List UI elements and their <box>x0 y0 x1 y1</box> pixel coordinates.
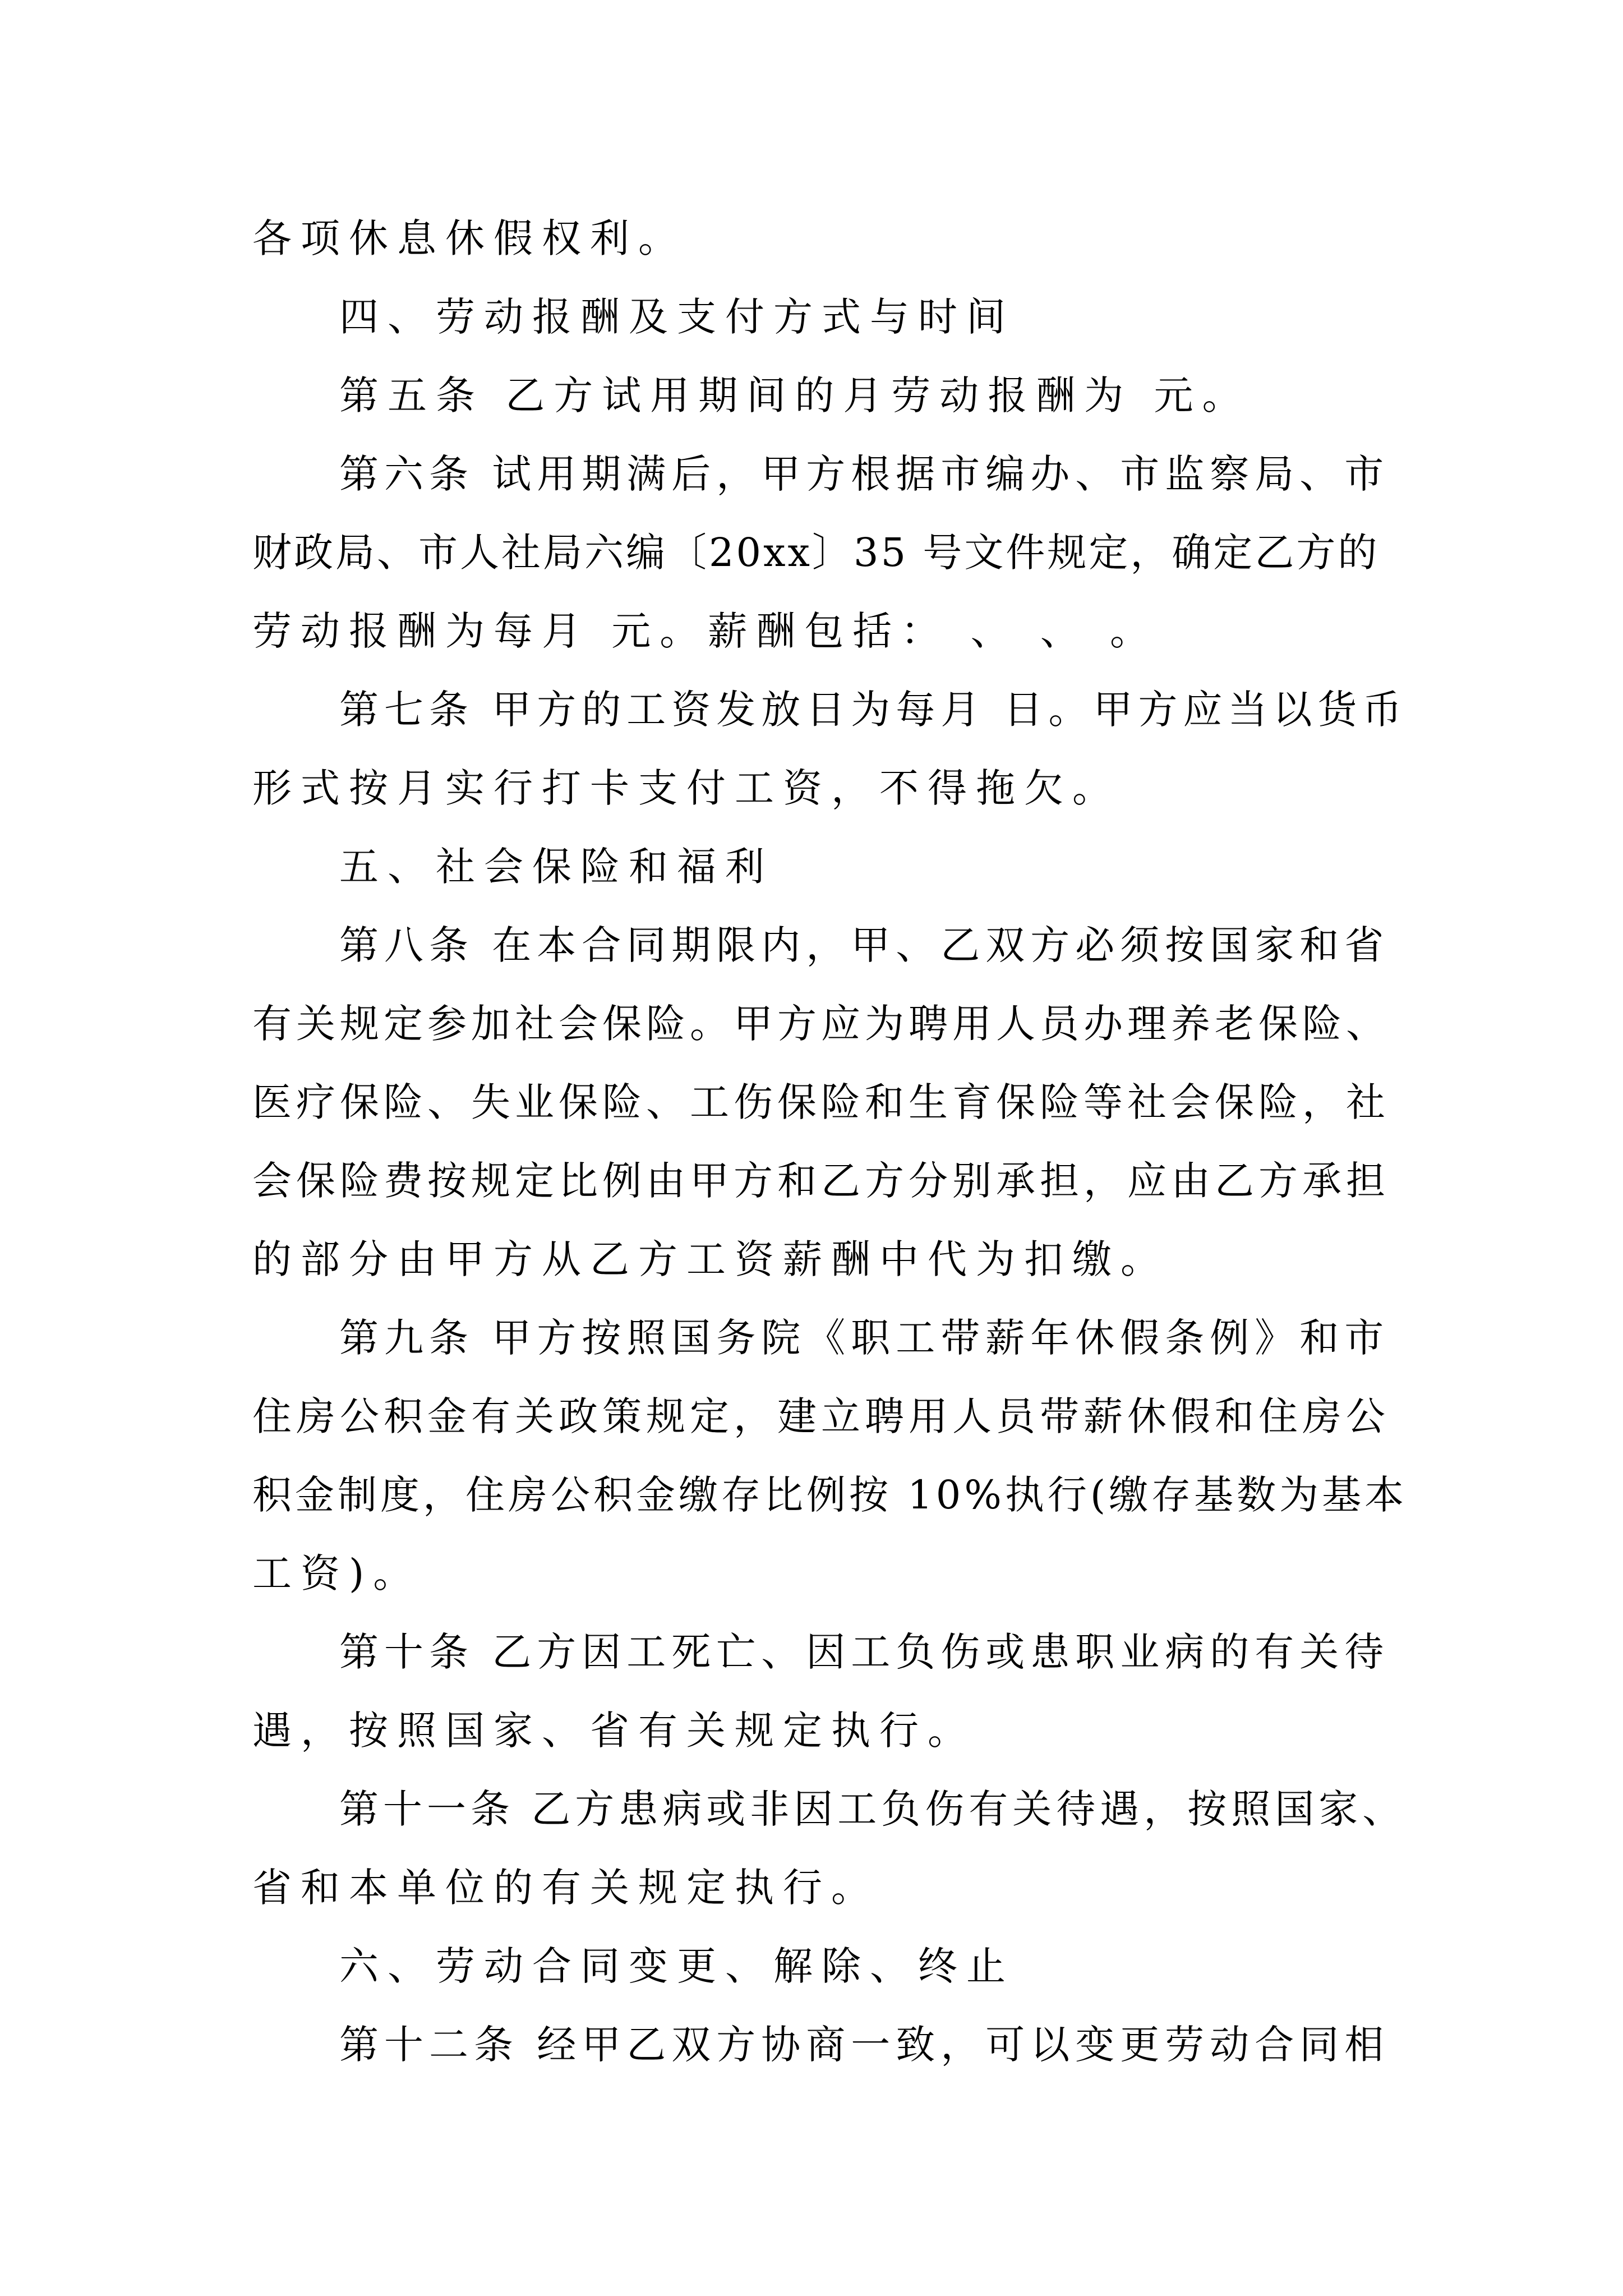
section-heading: 五、社会保险和福利 <box>339 844 773 890</box>
text-line: 医疗保险、失业保险、工伤保险和生育保险等社会保险，社 <box>252 1079 1390 1125</box>
text-line: 工资)。 <box>252 1550 422 1596</box>
text-line: 第十一条 乙方患病或非因工负伤有关待遇，按照国家、 <box>339 1786 1407 1832</box>
text-line: 各项休息休假权利。 <box>252 215 686 261</box>
text-line: 第七条 甲方的工资发放日为每月 日。甲方应当以货币 <box>339 687 1408 733</box>
text-line: 的部分由甲方从乙方工资薪酬中代为扣缴。 <box>252 1236 1169 1282</box>
text-line: 财政局、市人社局六编〔20xx〕35 号文件规定，确定乙方的 <box>252 530 1380 576</box>
section-heading: 六、劳动合同变更、解除、终止 <box>339 1943 1015 1989</box>
text-line: 劳动报酬为每月 元。薪酬包括： 、 、 。 <box>252 608 1159 654</box>
text-line: 有关规定参加社会保险。甲方应为聘用人员办理养老保险、 <box>252 1001 1390 1047</box>
text-line: 会保险费按规定比例由甲方和乙方分别承担，应由乙方承担 <box>252 1158 1390 1204</box>
text-line: 第九条 甲方按照国务院《职工带薪年休假条例》和市 <box>339 1315 1390 1361</box>
text-line: 第八条 在本合同期限内，甲、乙双方必须按国家和省 <box>339 922 1390 968</box>
text-line: 第五条 乙方试用期间的月劳动报酬为 元。 <box>339 372 1251 418</box>
section-heading: 四、劳动报酬及支付方式与时间 <box>339 294 1015 340</box>
text-line: 省和本单位的有关规定执行。 <box>252 1865 879 1911</box>
text-line: 遇，按照国家、省有关规定执行。 <box>252 1708 976 1754</box>
text-line: 第六条 试用期满后，甲方根据市编办、市监察局、市 <box>339 451 1390 497</box>
text-line: 积金制度，住房公积金缴存比例按 10%执行(缴存基数为基本 <box>252 1472 1408 1518</box>
text-line: 第十二条 经甲乙双方协商一致，可以变更劳动合同相 <box>339 2022 1390 2068</box>
text-line: 住房公积金有关政策规定，建立聘用人员带薪休假和住房公 <box>252 1393 1390 1439</box>
text-line: 形式按月实行打卡支付工资，不得拖欠。 <box>252 765 1121 811</box>
text-line: 第十条 乙方因工死亡、因工负伤或患职业病的有关待 <box>339 1629 1390 1675</box>
